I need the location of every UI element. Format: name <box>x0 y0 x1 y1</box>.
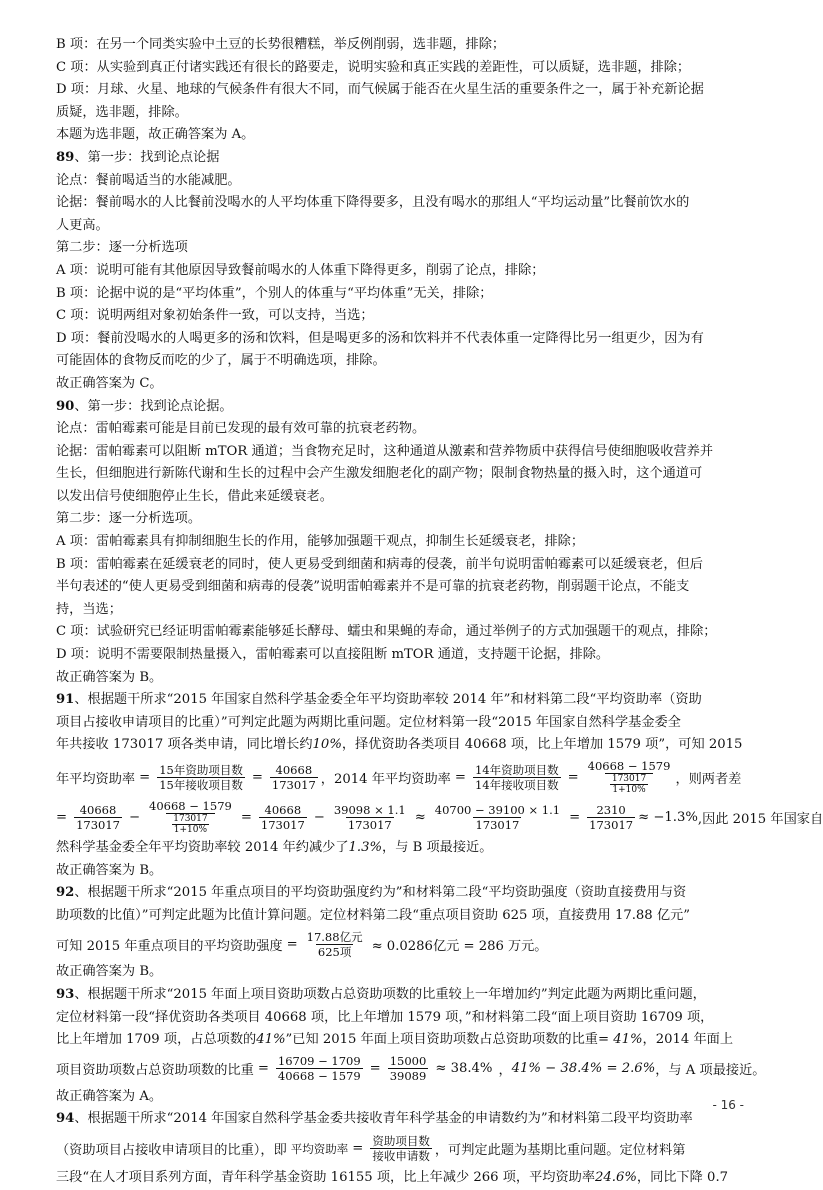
fraction: $\frac{2310}{173017}$ <box>589 802 634 832</box>
text-span: 可知 2015 年重点项目的平均资助强度 <box>56 938 283 954</box>
text-line: 第二步：逐一分析选项 <box>56 240 188 256</box>
text-line: 第二步：逐一分析选项。 <box>56 511 202 527</box>
answer-line: 故正确答案为 A。 <box>56 1088 163 1104</box>
text-span: 万元。 <box>507 938 548 954</box>
question-90-heading <box>56 396 756 419</box>
fraction: $\frac{40668}{173017}$ <box>260 802 305 832</box>
percent-value: 24.6% <box>595 1169 637 1185</box>
text-span: 年平均资助率 <box>56 771 136 787</box>
question-92-heading <box>56 882 756 905</box>
text-line: C 项：从实验到真正付诸实践还有很长的路要走，说明实验和真正实践的差距性，可以质疑，选非题，排除； <box>56 59 691 75</box>
fraction: $\frac{39098 \times 1.1}{173017}$ <box>333 802 406 832</box>
text-span: ，则两者差 <box>675 771 742 787</box>
option-line: B 项：论据中说的是“平均体重”，个别人的体重与“平均体重”无关，排除； <box>56 285 493 301</box>
text-span: ，择优资助各类项目 40668 项，比上年增加 1579 项”，可知 2015 <box>341 737 743 753</box>
text-line <box>56 1029 756 1052</box>
percent-value: 10% <box>312 737 342 753</box>
heading-text: 、根据题干所求“2014 年国家自然科学基金委共接收青年科学基金的申请数约为”和材料第二段平均资助率 <box>74 1111 693 1127</box>
text-span: ，与 B 项最接近。 <box>382 840 493 855</box>
answer-line: 故正确答案为 B。 <box>56 964 163 980</box>
page-number: - 16 - <box>712 1098 744 1112</box>
formula-line: = $\frac{40668}{173017}$ − $\frac{40668 - 1579}{\frac{173017}{1+10\%}}$ = $\frac{40668}{173017}$ − $\frac{39098 \times 1.1}{173017}$ ≈ $\frac{40700 - 39100 \times 1.1}{173017}$ = $\frac{2310}{173017}$ ≈ −1.3% ,因此 2015 年国家自 <box>56 799 823 835</box>
percent-value: 1.3% <box>348 840 383 855</box>
fraction: $\frac{40668 - 1579}{\frac{173017}{1+10\%}}$ <box>587 759 671 795</box>
option-line: D 项：餐前没喝水的人喝更多的汤和饮料，但是喝更多的汤和饮料并不代表体重一定降得比另一组更少，因为有 <box>56 330 704 346</box>
heading-text: 、根据题干所求“2015 年国家自然科学基金委全年平均资助率较 2014 年”和材料第二段“平均资助率（资助 <box>74 692 702 708</box>
question-number: 90 <box>56 398 75 414</box>
option-line: 半句表述的“使人更易受到细菌和病毒的侵袭”说明雷帕霉素并不是可靠的抗衰老药物，削弱题干论点，不能支 <box>56 579 690 595</box>
formula-line: 年平均资助率 = $\frac{\text{15年资助项目数}}{\text{15年接收项目数}}$ = $\frac{40668}{173017}$ ，2014 年平均资助率 = $\frac{\text{14年资助项目数}}{\text{14年接收项目数}}$ = $\frac{40668 - 1579}{\frac{173017}{1+10\%}}$ ，则两者差 <box>56 759 742 795</box>
text-span: ，可判定此题为基期比重问题。定位材料第 <box>434 1143 686 1159</box>
question-number: 91 <box>56 692 75 708</box>
answer-line: 故正确答案为 B。 <box>56 669 163 685</box>
heading-text: 、第一步：找到论点论据 <box>74 149 220 165</box>
fraction: $\frac{40668 - 1579}{\frac{173017}{1+10\%}}$ <box>149 799 232 835</box>
result-value: ≈ 38.4% <box>435 1061 493 1077</box>
result-value: ≈ 0.0286亿元 = 286 <box>371 938 504 954</box>
text-line: 论据：餐前喝水的人比餐前没喝水的人平均体重下降得要多，且没有喝水的那组人“平均运动量”比餐前饮水的 <box>56 195 690 211</box>
result-value: 41% − 38.4% = 2.6% <box>511 1061 656 1077</box>
fraction: $\frac{\text{17.88亿元}}{\text{625项}}$ <box>306 929 363 959</box>
text-line: 生长，但细胞进行新陈代谢和生长的过程中会产生激发细胞老化的副产物；限制食物热量的摄入时，这个通道可 <box>56 466 703 482</box>
text-line: 论据：雷帕霉素可以阻断 mTOR 通道；当食物充足时，这种通道从激素和营养物质中获得信号使细胞吸收营养并 <box>56 443 714 459</box>
text-line <box>56 837 756 860</box>
result-value: ≈ −1.3% <box>638 809 698 825</box>
fraction: $\frac{\text{资助项目数}}{\text{接收申请数}}$ <box>372 1134 430 1164</box>
fraction: $\frac{40700 - 39100 \times 1.1}{173017}$ <box>434 802 561 832</box>
fraction: $\frac{\text{15年资助项目数}}{\text{15年接收项目数}}$ <box>159 762 243 792</box>
text-span: ，同比下降 0.7 <box>636 1169 729 1185</box>
text-line: 论点：餐前喝适当的水能减肥。 <box>56 172 241 188</box>
formula-line: 可知 2015 年重点项目的平均资助强度 = $\frac{\text{17.88亿元}}{\text{625项}}$ ≈ 0.0286亿元 = 286 万元。 <box>56 929 548 959</box>
heading-text: 、第一步：找到论点论据。 <box>74 398 233 414</box>
text-line: 定位材料第一段“择优资助各类项目 40668 项，比上年增加 1579 项，”和材料第二段“面上项目资助 16709 项， <box>56 1009 714 1025</box>
answer-line: 故正确答案为 B。 <box>56 862 163 878</box>
fraction: $\frac{40668}{173017}$ <box>271 762 316 792</box>
option-line: D 项：说明不需要限制热量摄入，雷帕霉素可以直接阻断 mTOR 通道，支持题干论据，排除。 <box>56 647 610 663</box>
text-span: 年共接收 173017 项各类申请，同比增长约 <box>56 737 313 753</box>
answer-line: 故正确答案为 C。 <box>56 375 163 391</box>
fraction: $\frac{\text{14年资助项目数}}{\text{14年接收项目数}}$ <box>474 762 559 792</box>
text-line: 本题为选非题，故正确答案为 A。 <box>56 127 255 143</box>
question-number: 94 <box>56 1111 75 1127</box>
percent-value: 41% <box>256 1032 286 1048</box>
heading-text: 、根据题干所求“2015 年面上项目资助项数占总资助项数的比重较上一年增加约”判定此题为两期比重问题， <box>74 986 706 1002</box>
question-93-heading <box>56 984 756 1007</box>
option-line: C 项：说明两组对象初始条件一致，可以支持，当选； <box>56 308 374 324</box>
text-span: ”已知 2015 年面上项目资助项数占总资助项数的比重 <box>285 1032 598 1048</box>
text-line: B 项：在另一个同类实验中土豆的长势很糟糕，举反例削弱，选非题，排除； <box>56 37 506 52</box>
formula-line: （资助项目占接收申请项目的比重），即 平均资助率 = $\frac{\text{资助项目数}}{\text{接收申请数}}$ ，可判定此题为基期比重问题。定位材料第 <box>56 1134 686 1164</box>
formula-line: 项目资助项数占总资助项数的比重 = $\frac{16709 - 1709}{40668 - 1579}$ = $\frac{15000}{39089}$ ≈ 38.4% ， 41% − 38.4% = 2.6% ，与 A 项最接近。 <box>56 1054 766 1084</box>
text-span: 平均资助率 <box>290 1141 349 1156</box>
question-91-heading <box>56 689 756 712</box>
text-span: （资助项目占接收申请项目的比重），即 <box>56 1143 287 1159</box>
option-line: 持，当选； <box>56 601 122 617</box>
text-span: ,因此 2015 年国家自 <box>697 811 823 827</box>
text-line: 助项数的比值）”可判定此题为比值计算问题。定位材料第二段“重点项目资助 625 项，直接费用 17.88 亿元” <box>56 907 691 923</box>
text-span: ，2014 年面上 <box>642 1032 734 1048</box>
text-span: 三段“在人才项目系列方面，青年科学基金资助 16155 项，比上年减少 266 项，平均资助率 <box>56 1169 596 1185</box>
question-number: 92 <box>56 885 75 901</box>
text-line: 论点：雷帕霉素可能是目前已发现的最有效可靠的抗衰老药物。 <box>56 421 426 437</box>
text-line: 项目占接收申请项目的比重）”可判定此题为两期比重问题。定位材料第一段“2015 年国家自然科学基金委全 <box>56 714 681 730</box>
fraction: $\frac{16709 - 1709}{40668 - 1579}$ <box>277 1054 361 1084</box>
heading-text: 、根据题干所求“2015 年重点项目的平均资助强度约为”和材料第二段“平均资助强度（资助直接费用与资 <box>74 885 687 901</box>
option-line: A 项：说明可能有其他原因导致餐前喝水的人体重下降得更多，削弱了论点，排除； <box>56 262 545 278</box>
text-span: 然科学基金委全年平均资助率较 2014 年约减少了 <box>56 840 349 855</box>
question-89-heading <box>56 147 756 170</box>
option-line: 可能固体的食物反而吃的少了，属于不明确选项，排除。 <box>56 353 386 369</box>
fraction: $\frac{15000}{39089}$ <box>389 1054 427 1084</box>
text-span: 项目资助项数占总资助项数的比重 <box>56 1063 254 1079</box>
text-line <box>56 1167 756 1190</box>
option-line: C 项：试验研究已经证明雷帕霉素能够延长酵母、蠕虫和果蝇的寿命，通过举例子的方式加强题干的观点，排除； <box>56 624 717 640</box>
question-94-heading <box>56 1108 756 1131</box>
fraction: $\frac{40668}{173017}$ <box>76 802 120 832</box>
text-span: 比上年增加 1709 项，占总项数的 <box>56 1032 257 1048</box>
text-line: 以发出信号使细胞停止生长，借此来延缓衰老。 <box>56 488 333 504</box>
text-line: 质疑，选非题，排除。 <box>56 104 188 120</box>
text-line: D 项：月球、火星、地球的气候条件有很大不同，而气候属于能否在火星生活的重要条件之一，属于补充新论据 <box>56 82 704 98</box>
text-span: ，与 A 项最接近。 <box>655 1063 766 1079</box>
text-line: 人更高。 <box>56 217 109 233</box>
percent-value: = 41% <box>597 1032 643 1048</box>
text-span: ，2014 年平均资助率 <box>320 771 451 787</box>
question-number: 93 <box>56 986 75 1002</box>
text-line <box>56 734 756 757</box>
option-line: B 项：雷帕霉素在延缓衰老的同时，使人更易受到细菌和病毒的侵袭，前半句说明雷帕霉素可以延缓衰老，但后 <box>56 556 703 572</box>
option-line: A 项：雷帕霉素具有抑制细胞生长的作用，能够加强题干观点，抑制生长延缓衰老，排除； <box>56 534 585 550</box>
document-body <box>56 34 823 1190</box>
question-number: 89 <box>56 149 75 165</box>
